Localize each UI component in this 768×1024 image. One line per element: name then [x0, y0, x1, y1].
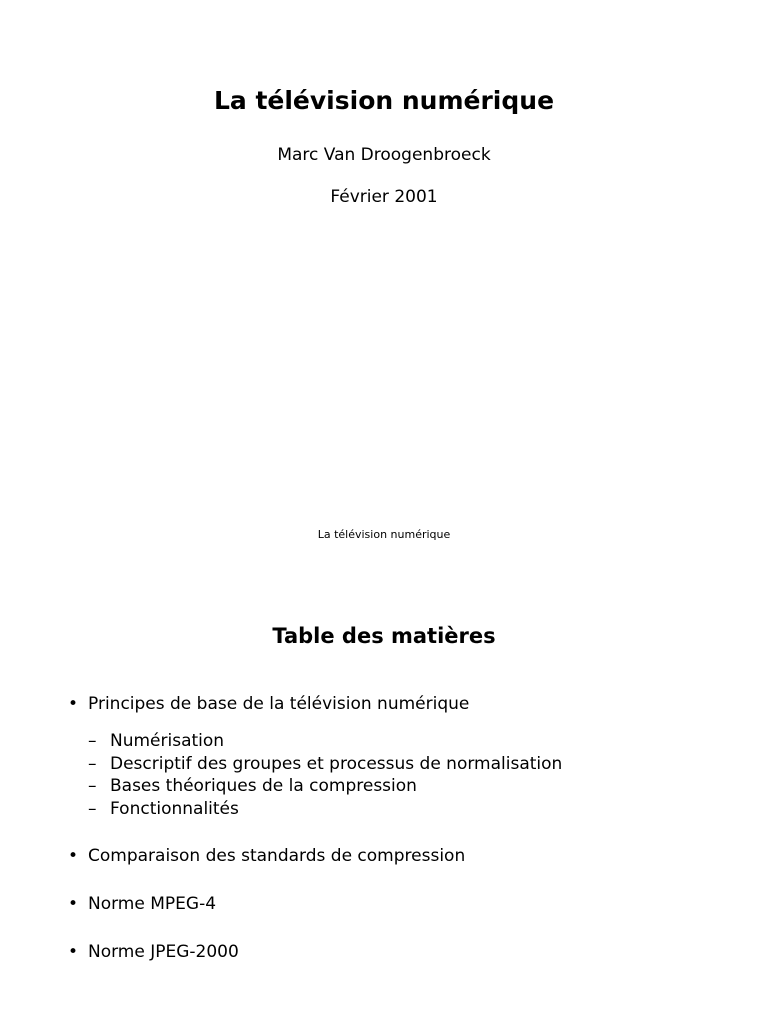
toc-subitem-label: Numérisation [110, 731, 225, 751]
author-name: Marc Van Droogenbroeck [277, 145, 491, 165]
toc-subitem-label: Bases théoriques de la compression [110, 776, 417, 796]
dash-icon: – [88, 798, 97, 819]
bullet-icon: • [68, 894, 79, 914]
toc-subitem [88, 730, 746, 753]
table-of-contents [66, 692, 746, 988]
page-title: La télévision numérique [213, 86, 555, 115]
toc-item-label: Norme JPEG-2000 [88, 942, 239, 962]
toc-subitem [88, 798, 746, 821]
dash-icon: – [88, 753, 97, 774]
toc-item-label: Norme MPEG-4 [88, 894, 217, 914]
toc-subitem-label: Fonctionnalités [110, 798, 239, 819]
bullet-icon: • [68, 942, 79, 962]
bullet-icon: • [68, 846, 79, 866]
dash-icon: – [88, 731, 97, 751]
bullet-icon: • [68, 694, 79, 714]
running-header: La télévision numérique [317, 528, 451, 541]
toc-item-label: Principes de base de la télévision numérique [88, 694, 470, 714]
toc-subitem [88, 775, 746, 798]
publication-date: Février 2001 [330, 187, 438, 207]
toc-item-mpeg4 [66, 892, 746, 916]
toc-sublist [88, 730, 746, 820]
dash-icon: – [88, 776, 97, 796]
toc-title: Table des matières [272, 624, 496, 648]
toc-subitem-label: Descriptif des groupes et processus de normalisation [110, 753, 563, 774]
toc-item-label: Comparaison des standards de compression [88, 846, 466, 866]
toc-item-principles [66, 692, 746, 820]
toc-subitem [88, 753, 746, 776]
toc-item-jpeg2000 [66, 940, 746, 964]
toc-item-comparison [66, 844, 746, 868]
